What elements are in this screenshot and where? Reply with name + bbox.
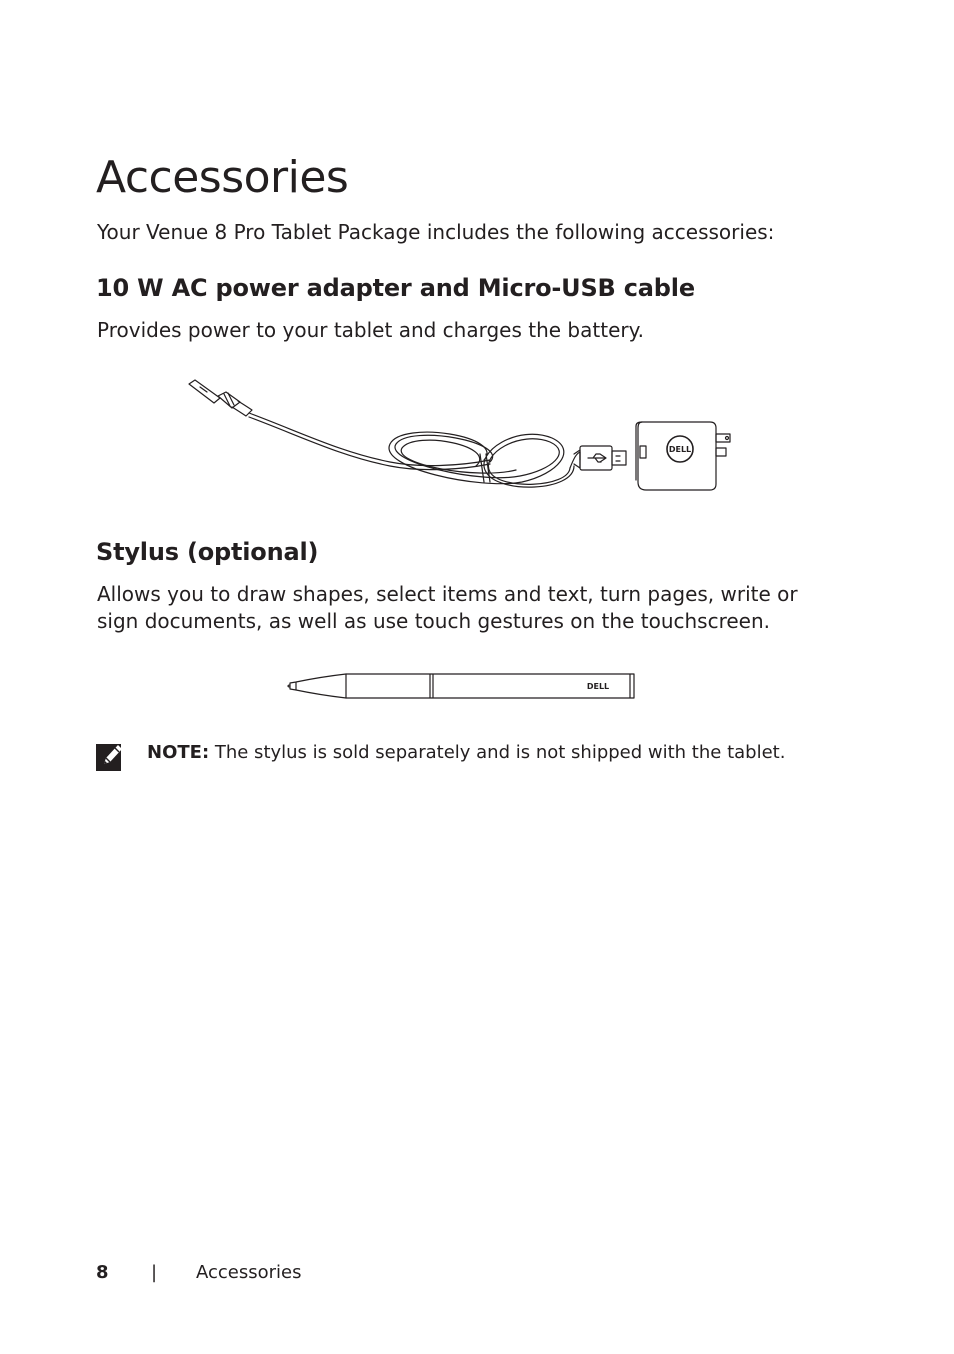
note-box [96,738,856,774]
footer-section-title: Accessories [196,1262,302,1283]
note-body: The stylus is sold separately and is not shipped with the tablet. [209,742,786,763]
pencil-note-icon [96,741,124,771]
usb-a-plug-icon [574,446,626,470]
power-adapter-cable-illustration [180,372,740,500]
stylus-illustration [282,668,642,704]
intro-text: Your Venue 8 Pro Tablet Package includes the following accessories: [97,220,775,244]
stylus-heading: Stylus (optional) [96,538,319,566]
power-adapter-description: Provides power to your tablet and charges the battery. [97,318,644,342]
stylus-logo: DELL [586,682,610,691]
note-label: NOTE: [147,742,210,763]
power-adapter-heading: 10 W AC power adapter and Micro-USB cable [96,274,695,302]
stylus-description: Allows you to draw shapes, select items and text, turn pages, write or sign documents, as well as use touch gestures on the touchscreen. [97,582,798,633]
power-adapter-icon [636,422,730,490]
page-title: Accessories [96,152,349,203]
adapter-logo: DELL [668,445,692,454]
cable-line [249,413,490,466]
cable-coil [389,432,580,487]
page-number: 8 [96,1262,109,1283]
page-footer [96,1260,496,1288]
micro-usb-plug-icon [189,380,252,416]
note-text [147,740,785,766]
footer-separator: | [151,1262,158,1283]
